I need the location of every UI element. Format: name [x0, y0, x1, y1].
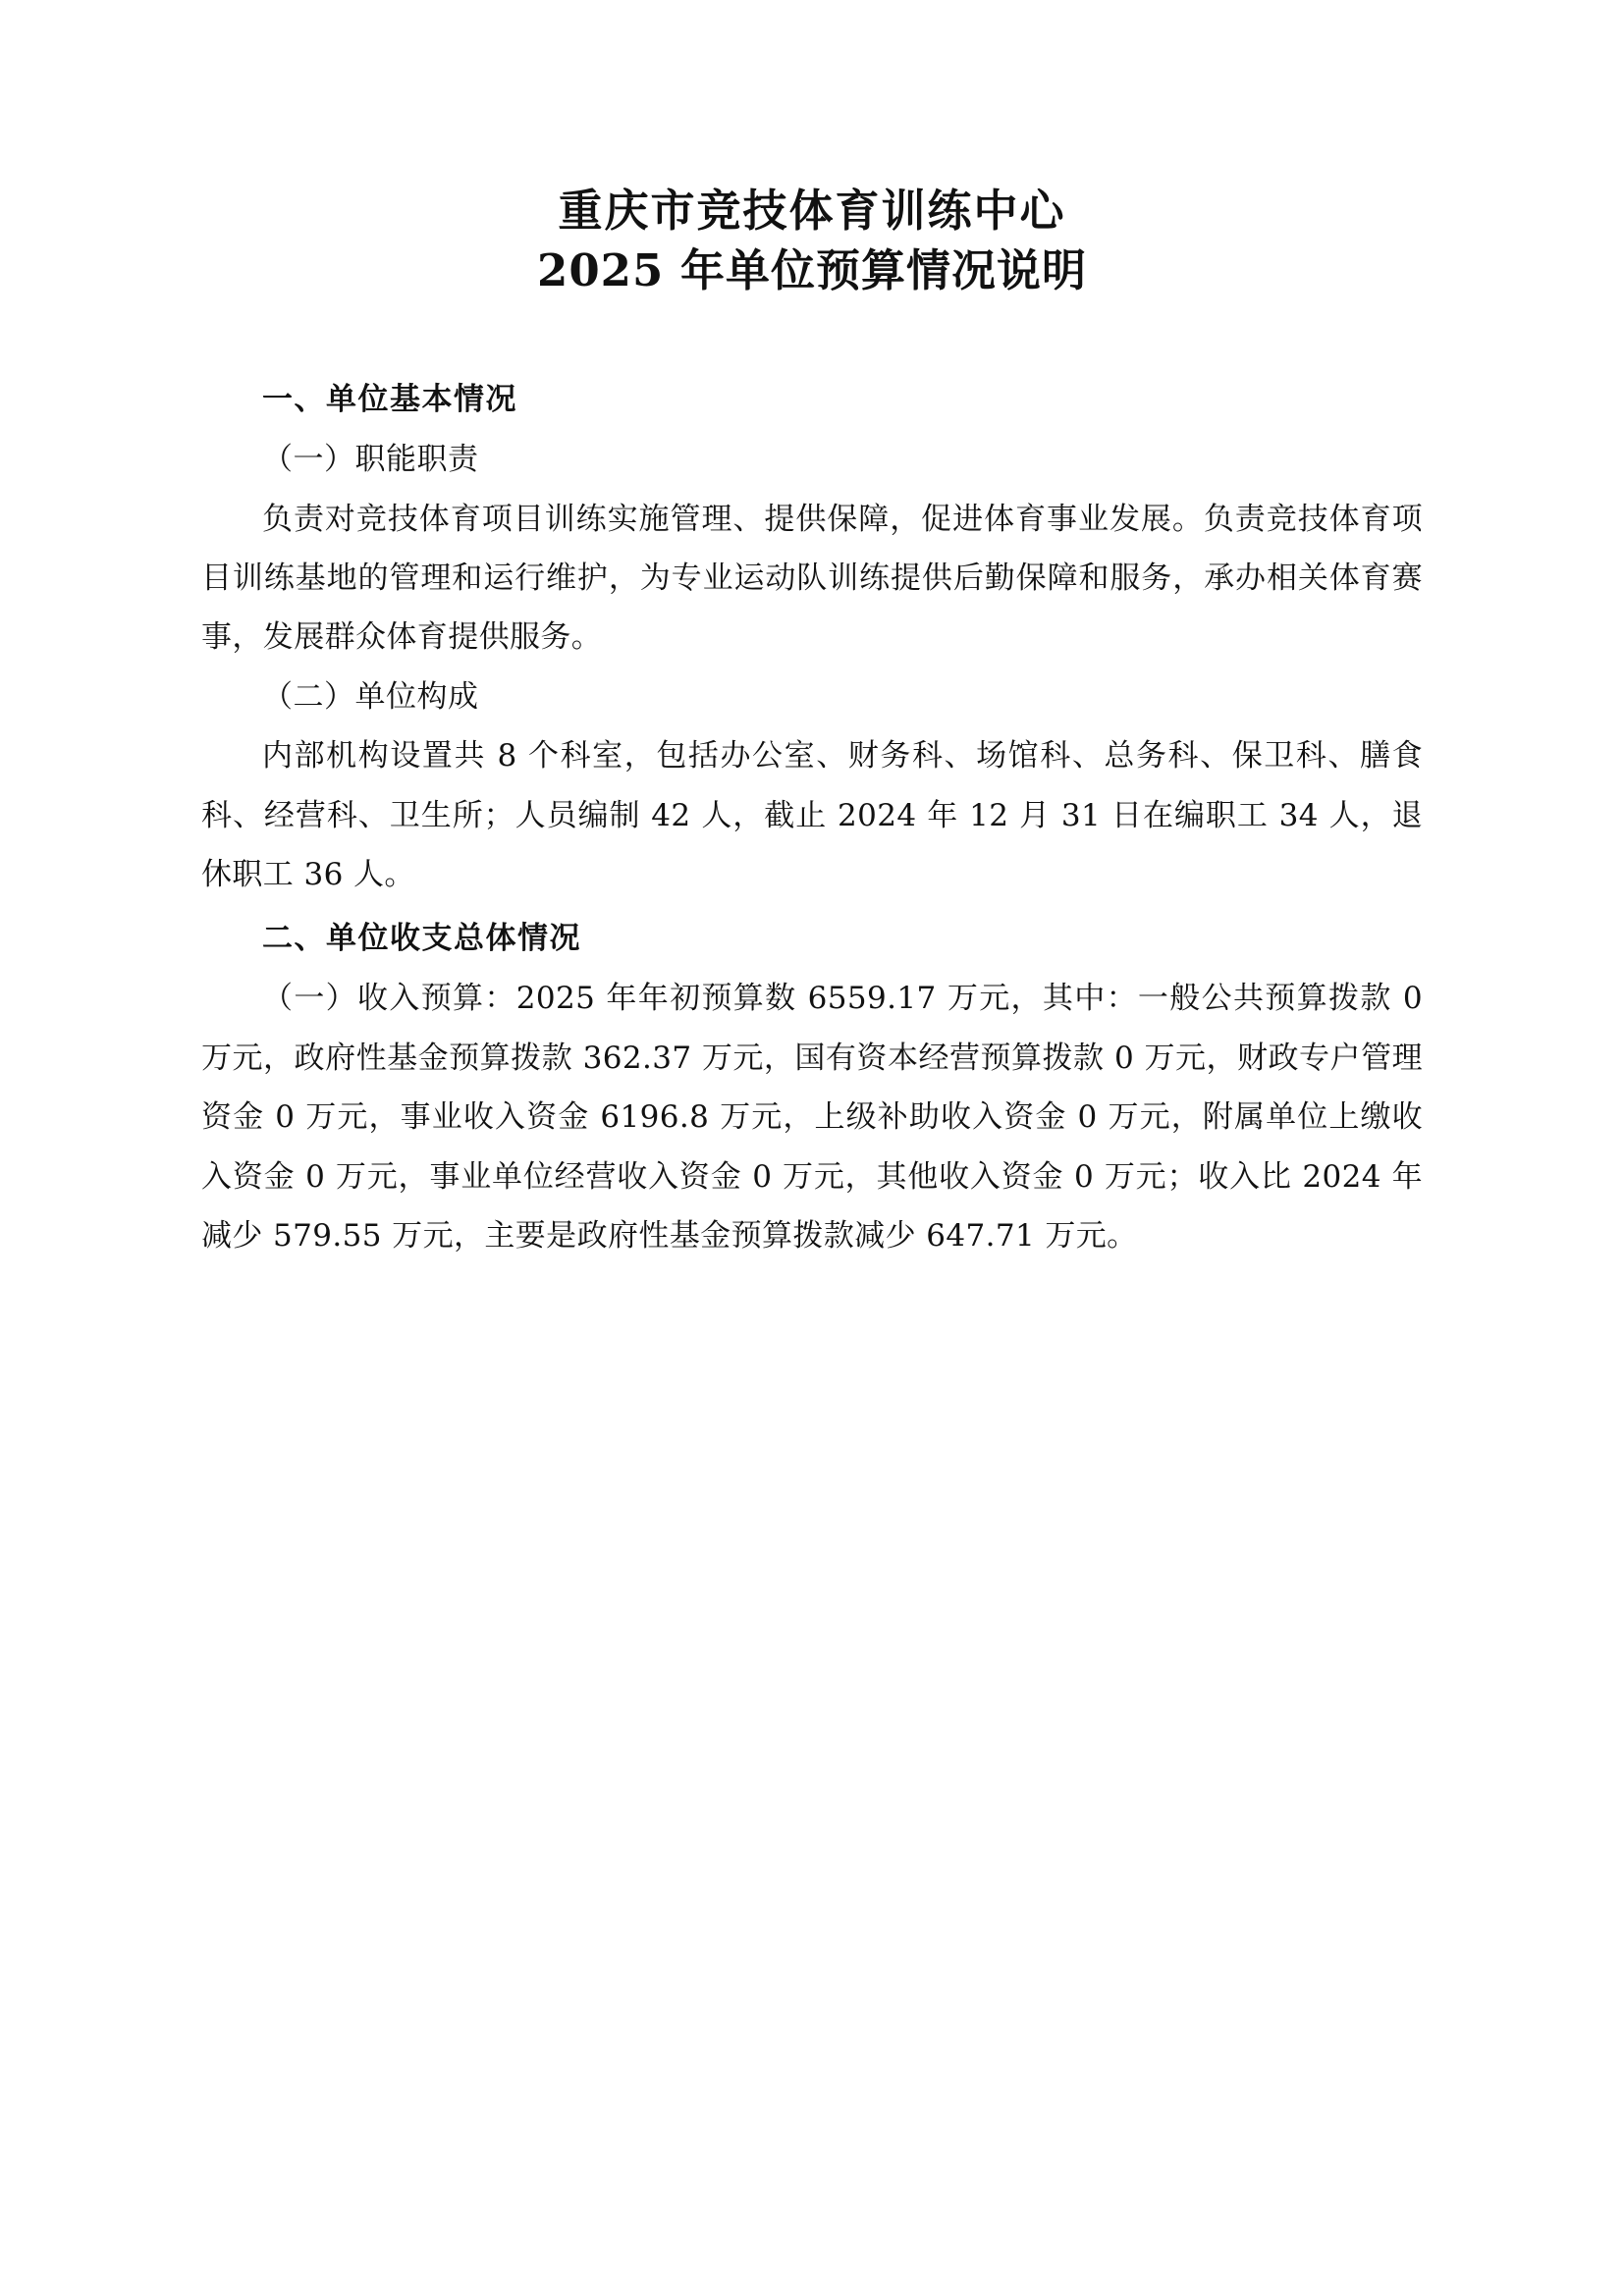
section-heading-1: 一、单位基本情况 [262, 381, 517, 417]
section-gap [201, 905, 1423, 915]
page-title-line-1: 重庆市竞技体育训练中心 [558, 185, 1066, 237]
section-1-paragraph-1: 负责对竞技体育项目训练实施管理、提供保障，促进体育事业发展。负责竞技体育项目训练基地的管理和运行维护，为专业运动队训练提供后勤保障和服务，承办相关体育赛事，发展群众体育提供服务。 [201, 501, 1423, 656]
page-title-line-2: 2025 年单位预算情况说明 [537, 243, 1087, 296]
title-spacer [201, 301, 1423, 376]
section-1-paragraph-2: 内部机构设置共 8 个科室，包括办公室、财务科、场馆科、总务科、保卫科、膳食科、经营科、卫生所；人员编制 42 人，截止 2024 年 12 月 31 日在编职工 34 人，退休职工 36 人。 [201, 738, 1423, 893]
section-heading-2: 二、单位收支总体情况 [262, 920, 581, 956]
section-2-paragraph-1: （一）收入预算：2025 年年初预算数 6559.17 万元，其中：一般公共预算拨款 0 万元，政府性基金预算拨款 362.37 万元，国有资本经营预算拨款 0 万元，财政专户管理资金 0 万元，事业收入资金 6196.8 万元，上级补助收入资金 0 万元，附属单位上缴收入资金 0 万元，事业单位经营收入资金 0 万元，其他收入资金 0 万元；收入比 2024 年减少 579.55 万元，主要是政府性基金预算拨款减少 647.71 万元。 [201, 981, 1423, 1254]
subsection-heading-1-1: （一）职能职责 [262, 442, 479, 478]
page-title [201, 182, 1423, 301]
subsection-heading-1-2: （二）单位构成 [262, 678, 479, 715]
